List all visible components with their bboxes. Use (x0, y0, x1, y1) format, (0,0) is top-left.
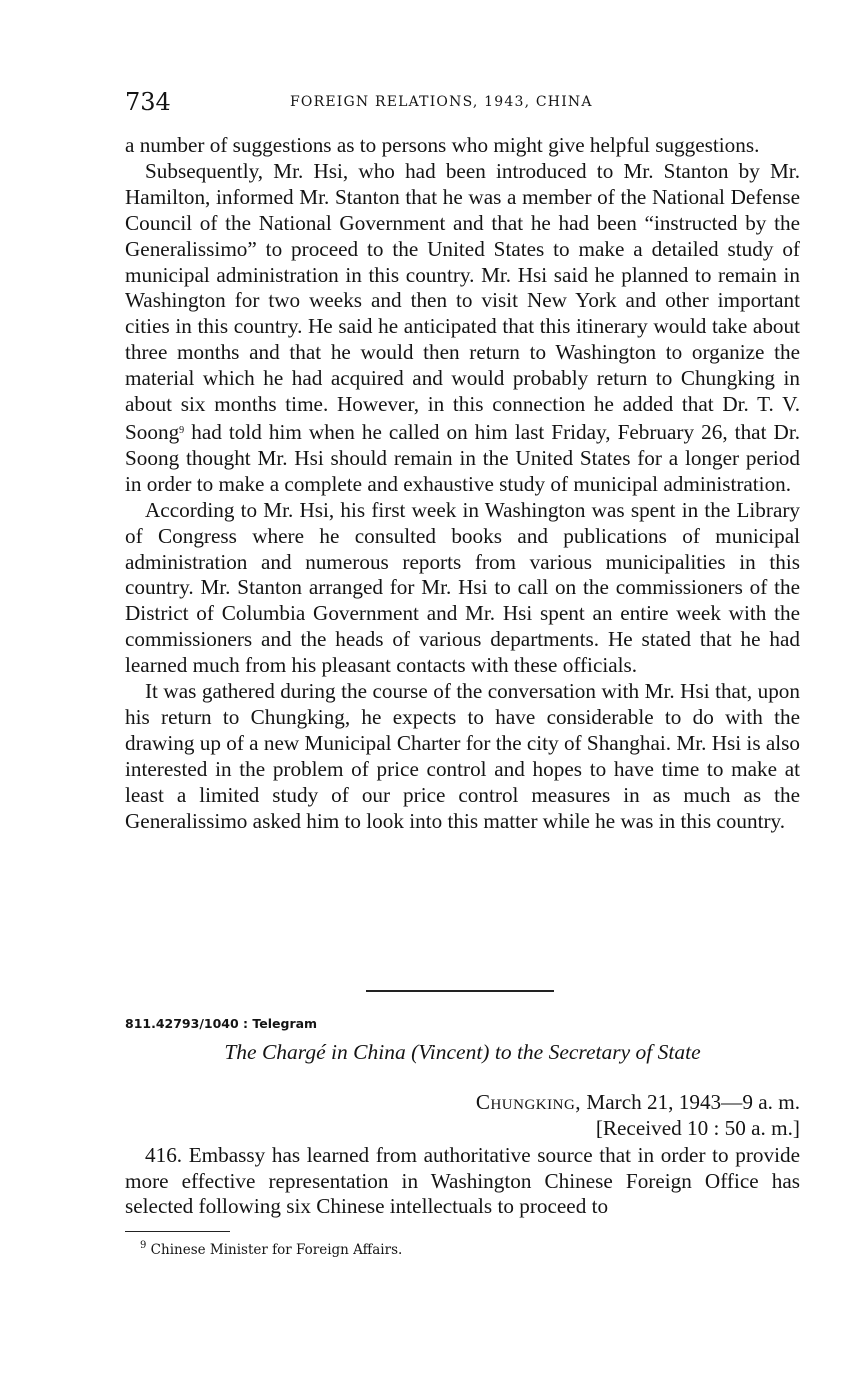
paragraph-municipal-charter: It was gathered during the course of the conversation with Mr. Hsi that, upon his return to Chungking, he expects to have considerable to do with the drawing up of a new Municipal Charter for the city of Shanghai. Mr. Hsi is also interested in the problem of price control and hopes to have time to make at least a limited study of our price control measures in as much as the Generalissimo asked him to look into this matter while he was in this country. (125, 679, 800, 833)
body-text (125, 133, 800, 834)
running-head: FOREIGN RELATIONS, 1943, CHINA (290, 94, 593, 110)
telegram-paragraph: 416. Embassy has learned from authoritative source that in order to provide more effective representation in Washington Chinese Foreign Office has selected following six Chinese intellectuals to proceed to (125, 1143, 800, 1218)
page-header (125, 88, 800, 122)
paragraph-hsi-introduction (125, 159, 800, 498)
section-divider (366, 990, 554, 992)
dateline-place: Chungking, (475, 1090, 582, 1114)
received-time: [Received 10 : 50 a. m.] (595, 1116, 800, 1140)
document-title: The Chargé in China (Vincent) to the Secretary of State (224, 1040, 701, 1064)
paragraph-library-of-congress: According to Mr. Hsi, his first week in Washington was spent in the Library of Congress where he consulted books and publications of municipal administration and numerous reports from various municipalities in this country. Mr. Stanton arranged for Mr. Hsi to call on the commissioners of the District of Columbia Government and Mr. Hsi spent an entire week with the commissioners and the heads of various departments. He stated that he had learned much from his pleasant contacts with these officials. (125, 497, 800, 678)
footnote (140, 1240, 402, 1258)
dateline (476, 1089, 800, 1141)
footnote-text: Chinese Minister for Foreign Affairs. (150, 1242, 403, 1258)
dateline-date: March 21, 1943—9 a. m. (581, 1090, 800, 1114)
footnote-reference: 9 (179, 424, 185, 436)
footnote-rule (125, 1231, 230, 1232)
paragraph-text: Subsequently, Mr. Hsi, who had been introduced to Mr. Stanton by Mr. Hamilton, informed Mr. Stanton that he was a member of the National Defense Council of the National Government and that he had been “instructed by the Generalissimo” to proceed to the United States to make a detailed study of municipal administration in this country. Mr. Hsi said he planned to remain in Washington for two weeks and then to visit New York and other important cities in this country. He said he anticipated that this itinerary would take about three months and that he would then return to Washington to organize the material which he had acquired and would probably return to Chungking in about six months time. However, in this connection he added that Dr. T. V. Soong (125, 158, 800, 444)
file-number: 811.42793/1040 : Telegram (125, 1016, 318, 1031)
footnote-marker: 9 (140, 1240, 147, 1251)
dateline-place-date (476, 1089, 800, 1115)
paragraph-continuation: a number of suggestions as to persons who might give helpful suggestions. (125, 133, 760, 157)
telegram-body (125, 1143, 800, 1220)
page-number: 734 (125, 88, 171, 116)
paragraph-text: had told him when he called on him last Friday, February 26, that Dr. Soong thought Mr. Hsi should remain in the United States for a longer period in order to make a complete and exhaustive study of municipal administration. (125, 419, 800, 496)
